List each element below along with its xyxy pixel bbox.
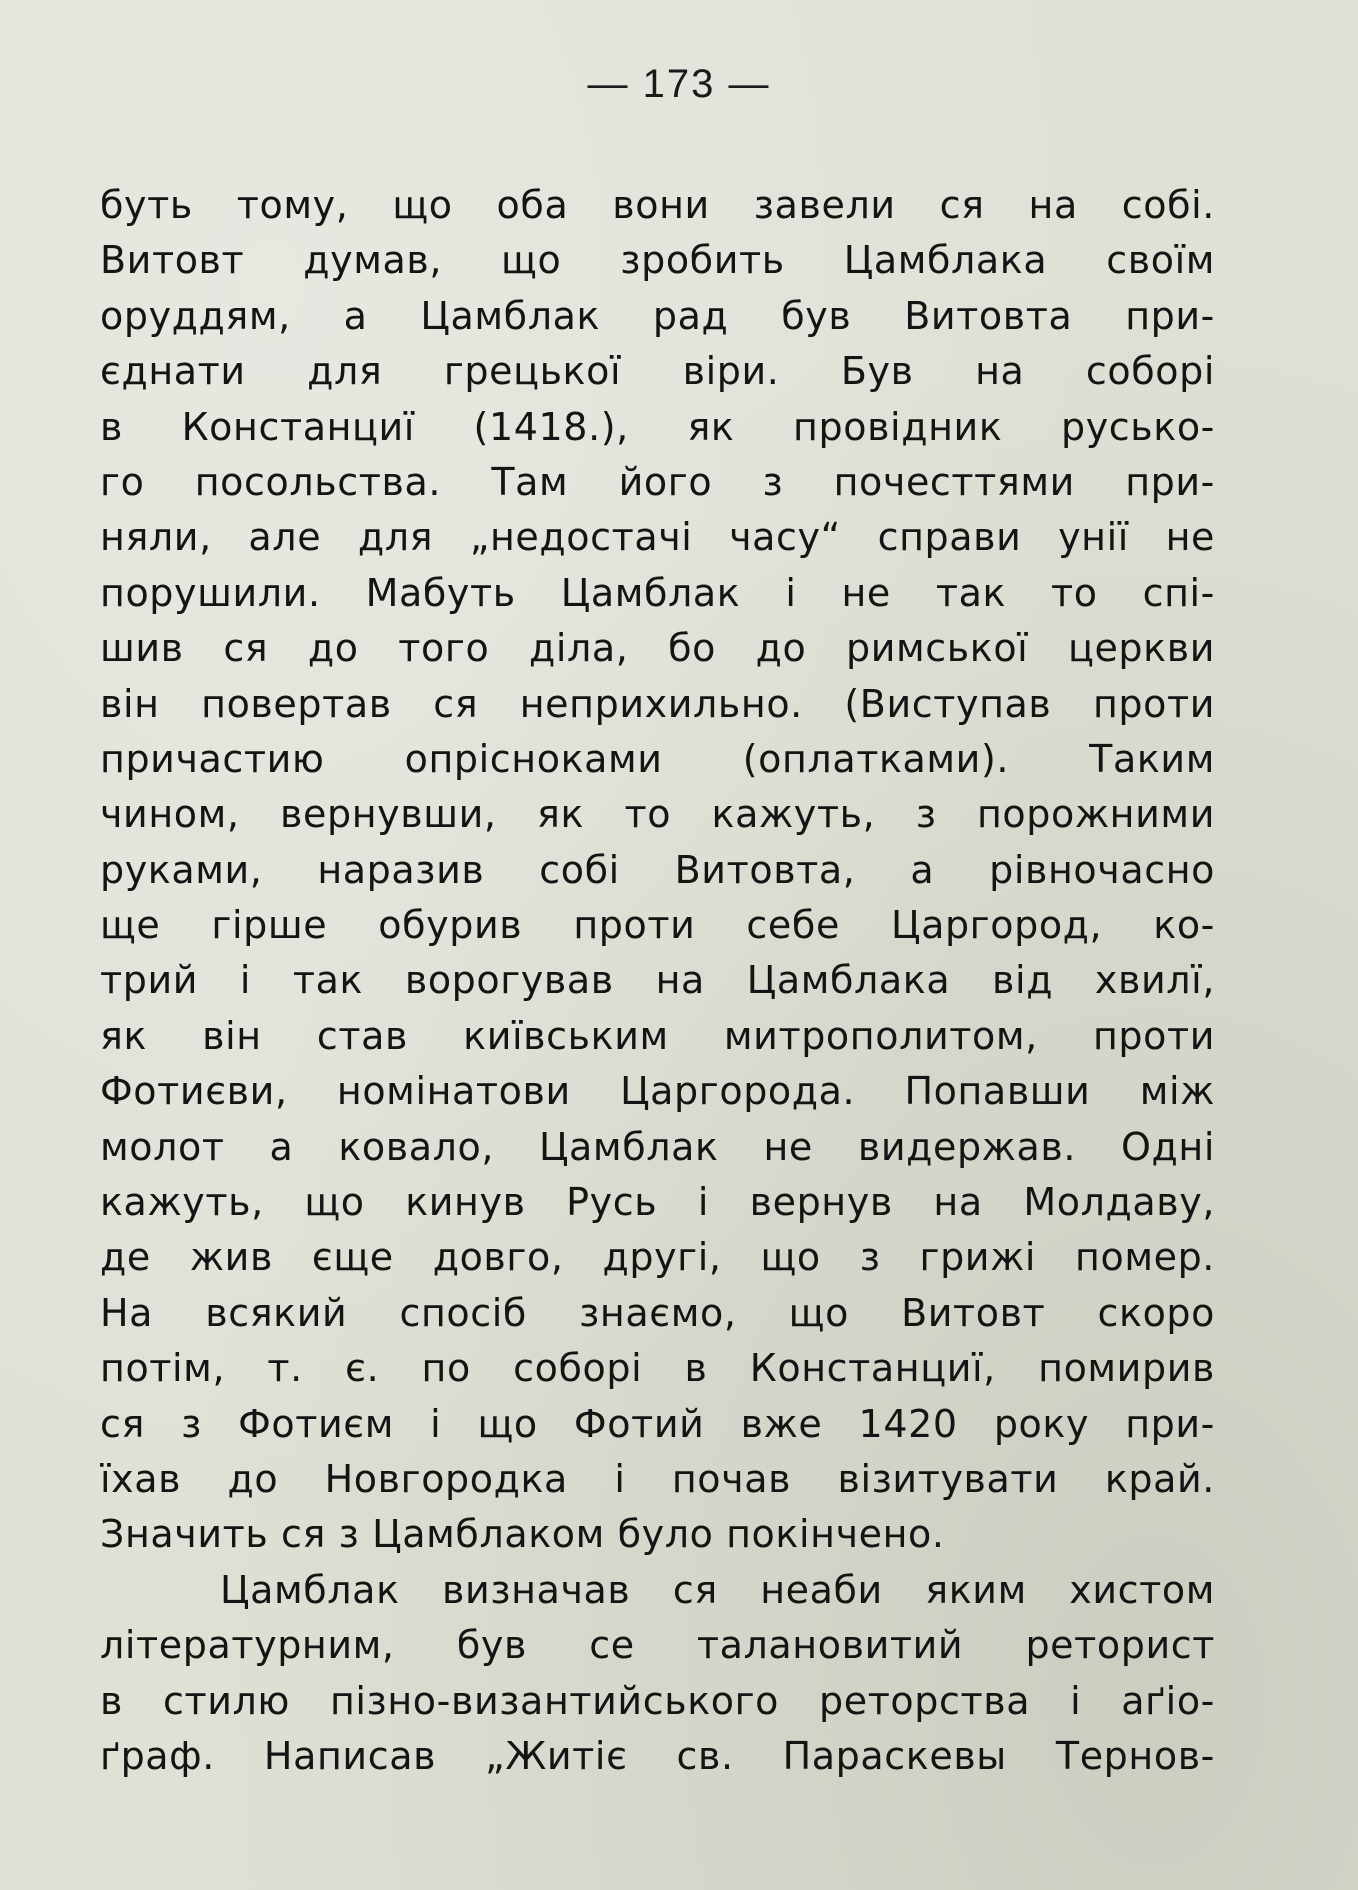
text-line: в стилю пізно-византийського реторства і аґіо-: [100, 1678, 1215, 1723]
text-line: потім, т. є. по соборі в Констанциї, помирив: [100, 1346, 1215, 1391]
text-line: як він став київським митрополитом, проти: [100, 1013, 1215, 1058]
text-line: ся з Фотиєм і що Фотий вже 1420 року при-: [100, 1401, 1215, 1446]
text-line: Витовт думав, що зробить Цамблака своїм: [100, 238, 1215, 283]
text-line: кажуть, що кинув Русь і вернув на Молдаву,: [100, 1180, 1215, 1225]
text-line: порушили. Мабуть Цамблак і не так то спі-: [100, 570, 1215, 615]
text-line: в Констанциї (1418.), як провідник русько-: [100, 404, 1215, 449]
text-line: літературним, був се талановитий реторист: [100, 1623, 1215, 1668]
text-line: молот а ковало, Цамблак не видержав. Одні: [100, 1124, 1215, 1169]
text-line: єднати для грецької віри. Був на соборі: [100, 349, 1215, 394]
text-line: Фотиєви, номінатови Царгорода. Попавши між: [100, 1069, 1215, 1114]
text-line: Значить ся з Цамблаком було покінчено.: [100, 1512, 945, 1557]
paragraph-2: [100, 1563, 1215, 1785]
text-line: го посольства. Там його з почесттями при-: [100, 459, 1215, 504]
text-line: трий і так ворогував на Цамблака від хвилї,: [100, 958, 1215, 1003]
text-line: ще гірше обурив проти себе Царгород, ко-: [100, 903, 1215, 948]
body-text: [100, 178, 1215, 1784]
text-line: Цамблак визначав ся неаби яким хистом: [220, 1567, 1215, 1612]
text-line: де жив єще довго, другі, що з грижі помер.: [100, 1235, 1215, 1280]
text-line: їхав до Новгородка і почав візитувати край.: [100, 1456, 1215, 1501]
text-line: руками, наразив собі Витовта, а рівночасно: [100, 847, 1215, 892]
text-line: він повертав ся неприхильно. (Виступав проти: [100, 681, 1215, 726]
text-line: чином, вернувши, як то кажуть, з порожними: [100, 792, 1215, 837]
text-line: ґраф. Написав „Житіє св. Параскевы Тернов-: [100, 1733, 1215, 1778]
text-line: шив ся до того діла, бо до римської церкви: [100, 626, 1215, 671]
paragraph-1: [100, 178, 1215, 1563]
text-line: няли, але для „недостачі часу“ справи унії не: [100, 515, 1215, 560]
text-line: причастию опрісноками (оплатками). Таким: [100, 736, 1215, 781]
text-line: оруддям, а Цамблак рад був Витовта при-: [100, 293, 1215, 338]
page-number: — 173 —: [587, 62, 771, 106]
text-line: На всякий спосіб знаємо, що Витовт скоро: [100, 1290, 1215, 1335]
text-line: буть тому, що оба вони завели ся на собі.: [100, 183, 1215, 227]
